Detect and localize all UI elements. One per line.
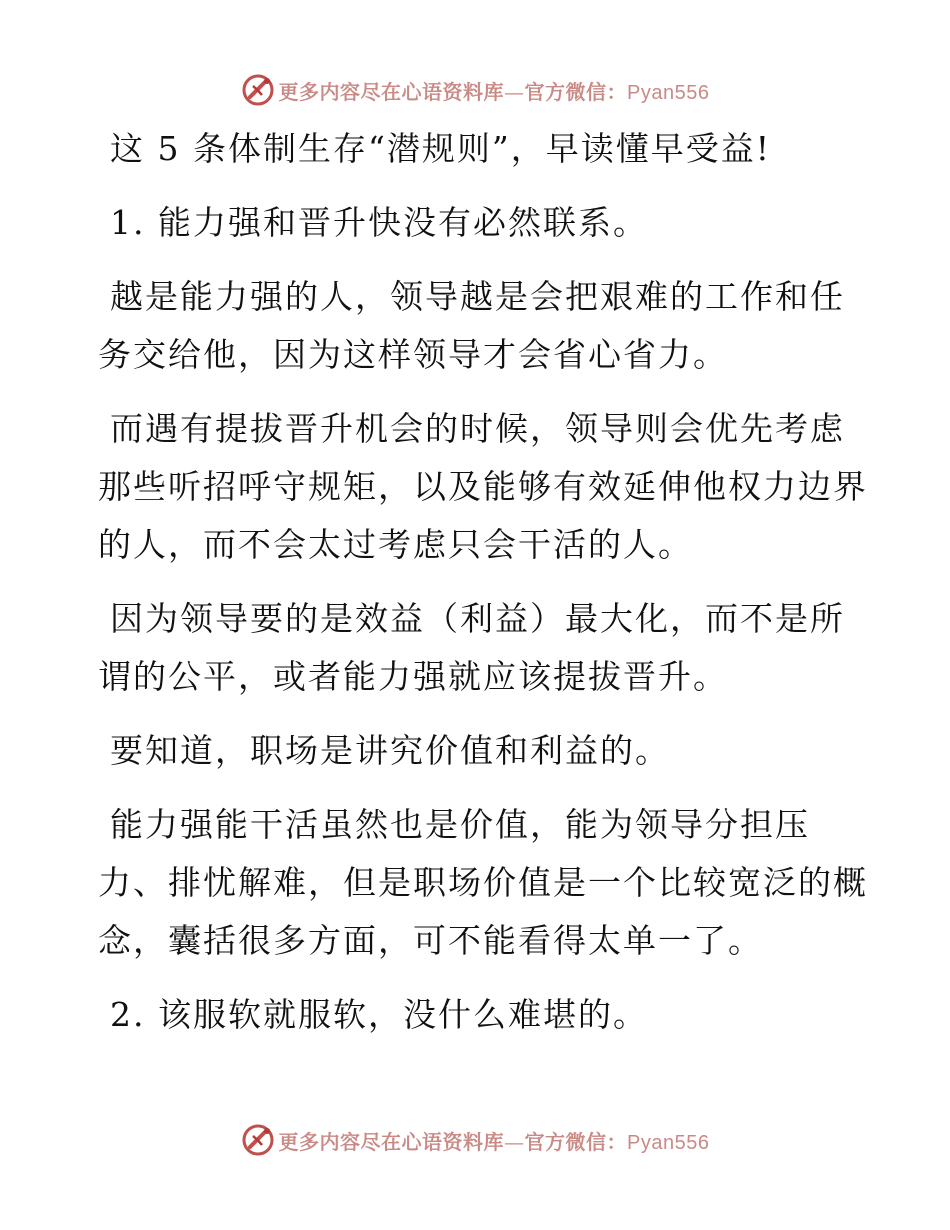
paragraph-line: 务交给他，因为这样领导才会省心省力。 <box>98 335 728 374</box>
document-body <box>98 120 868 1060</box>
paragraph-6 <box>98 796 868 970</box>
paragraph-line: 要知道，职场是讲究价值和利益的。 <box>110 731 670 770</box>
paragraph-4 <box>98 590 858 706</box>
brush-seal-icon <box>241 1123 275 1157</box>
title-line: 这 5 条体制生存“潜规则”，早读懂早受益! <box>110 129 771 168</box>
paragraph-line: 能力强能干活虽然也是价值，能为领导分担压 <box>110 805 810 844</box>
banner-wechat-label: 官方微信： <box>524 79 628 104</box>
banner-wechat-id: Pyan556 <box>627 1131 710 1154</box>
section-heading-2 <box>98 986 858 1044</box>
heading-line: 2. 该服软就服软，没什么难堪的。 <box>110 995 648 1034</box>
brush-seal-icon <box>241 73 275 107</box>
header-banner <box>0 70 950 110</box>
banner-text <box>279 76 710 105</box>
paragraph-line: 而遇有提拔晋升机会的时候，领导则会优先考虑 <box>110 409 845 448</box>
banner-wechat-label: 官方微信： <box>524 1129 628 1154</box>
paragraph-line: 念，囊括很多方面，可不能看得太单一了。 <box>98 921 763 960</box>
paragraph-line: 力、排忧解难，但是职场价值是一个比较宽泛的概 <box>98 863 868 902</box>
heading-line: 1. 能力强和晋升快没有必然联系。 <box>110 203 648 242</box>
banner-dash: — <box>504 1129 525 1154</box>
banner-dash: — <box>504 79 525 104</box>
banner-site-text: 更多内容尽在心语资料库 <box>278 1129 505 1154</box>
paragraph-line: 那些听招呼守规矩，以及能够有效延伸他权力边界 <box>98 467 868 506</box>
paragraph-line: 因为领导要的是效益（利益）最大化，而不是所 <box>110 599 845 638</box>
paragraph-line: 越是能力强的人，领导越是会把艰难的工作和任 <box>110 277 845 316</box>
paragraph-3 <box>98 400 868 574</box>
footer-banner <box>0 1120 950 1160</box>
paragraph-5 <box>98 722 858 780</box>
section-heading-1 <box>98 194 858 252</box>
paragraph-line: 的人，而不会太过考虑只会干活的人。 <box>98 525 693 564</box>
banner-text <box>279 1126 710 1155</box>
banner-site-text: 更多内容尽在心语资料库 <box>278 79 505 104</box>
paragraph-line: 谓的公平，或者能力强就应该提拔晋升。 <box>98 657 728 696</box>
paragraph-2 <box>98 268 858 384</box>
banner-wechat-id: Pyan556 <box>627 81 710 104</box>
document-title <box>98 120 858 178</box>
